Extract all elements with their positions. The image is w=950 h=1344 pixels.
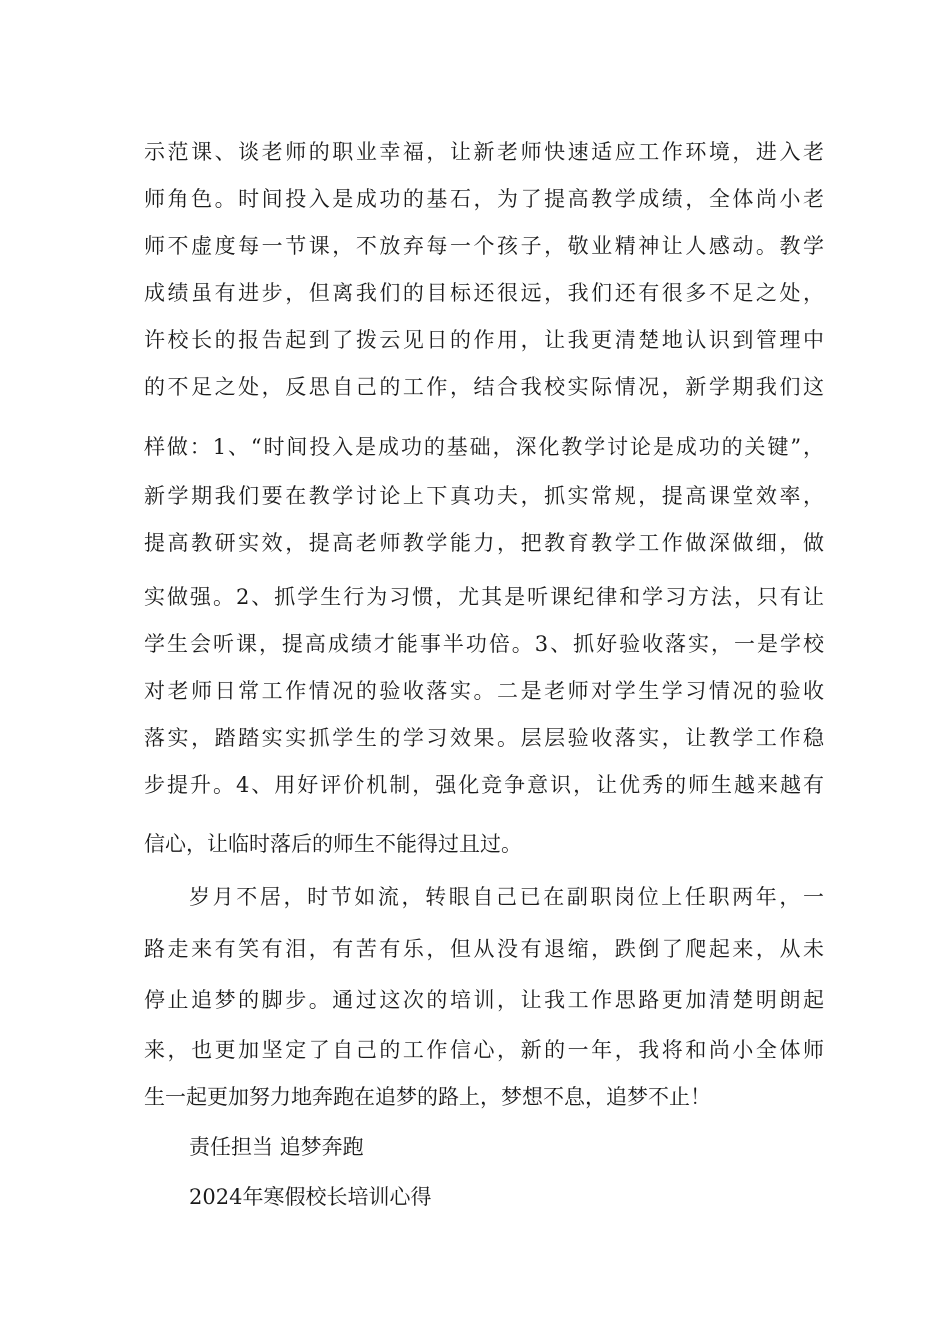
paragraph-2-line-5: 生一起更加努力地奔跑在追梦的路上，梦想不息，追梦不止！ bbox=[144, 1085, 711, 1109]
paragraph-1-line-3: 师不虚度每一节课，不放弃每一个孩子，敬业精神让人感动。教学 bbox=[144, 234, 824, 258]
paragraph-1-line-4: 成绩虽有进步，但离我们的目标还很远，我们还有很多不足之处， bbox=[144, 281, 824, 305]
paragraph-1-line-1: 示范课、谈老师的职业幸福，让新老师快速适应工作环境，进入老 bbox=[144, 140, 824, 164]
paragraph-1-line-10: 实做强。2、抓学生行为习惯，尤其是听课纪律和学习方法，只有让 bbox=[144, 585, 824, 609]
paragraph-2-line-4: 来，也更加坚定了自己的工作信心，新的一年，我将和尚小全体师 bbox=[144, 1038, 824, 1062]
paragraph-1-line-15: 信心，让临时落后的师生不能得过且过。 bbox=[144, 832, 522, 856]
paragraph-1-line-13: 落实，踏踏实实抓学生的学习效果。层层验收落实，让教学工作稳 bbox=[144, 726, 824, 750]
paragraph-1-line-6: 的不足之处，反思自己的工作，结合我校实际情况，新学期我们这 bbox=[144, 375, 824, 399]
paragraph-1-line-8: 新学期我们要在教学讨论上下真功夫，抓实常规，提高课堂效率， bbox=[144, 484, 824, 508]
section-heading: 责任担当 追梦奔跑 bbox=[189, 1135, 364, 1159]
paragraph-2-line-1: 岁月不居，时节如流，转眼自己已在副职岗位上任职两年，一 bbox=[189, 885, 824, 909]
paragraph-1-line-7: 样做：1、“时间投入是成功的基础，深化教学讨论是成功的关键”， bbox=[144, 435, 824, 459]
document-title: 2024年寒假校长培训心得 bbox=[189, 1185, 432, 1209]
paragraph-2-line-3: 停止追梦的脚步。通过这次的培训，让我工作思路更加清楚明朗起 bbox=[144, 988, 824, 1012]
paragraph-1-line-2: 师角色。时间投入是成功的基石，为了提高教学成绩，全体尚小老 bbox=[144, 187, 824, 211]
paragraph-2-line-2: 路走来有笑有泪，有苦有乐，但从没有退缩，跌倒了爬起来，从未 bbox=[144, 937, 824, 961]
paragraph-1-line-14: 步提升。4、用好评价机制，强化竞争意识，让优秀的师生越来越有 bbox=[144, 773, 824, 797]
paragraph-1-line-5: 许校长的报告起到了拨云见日的作用，让我更清楚地认识到管理中 bbox=[144, 328, 824, 352]
paragraph-1-line-9: 提高教研实效，提高老师教学能力，把教育教学工作做深做细，做 bbox=[144, 531, 824, 555]
paragraph-1-line-12: 对老师日常工作情况的验收落实。二是老师对学生学习情况的验收 bbox=[144, 679, 824, 703]
paragraph-1-line-11: 学生会听课，提高成绩才能事半功倍。3、抓好验收落实，一是学校 bbox=[144, 632, 824, 656]
